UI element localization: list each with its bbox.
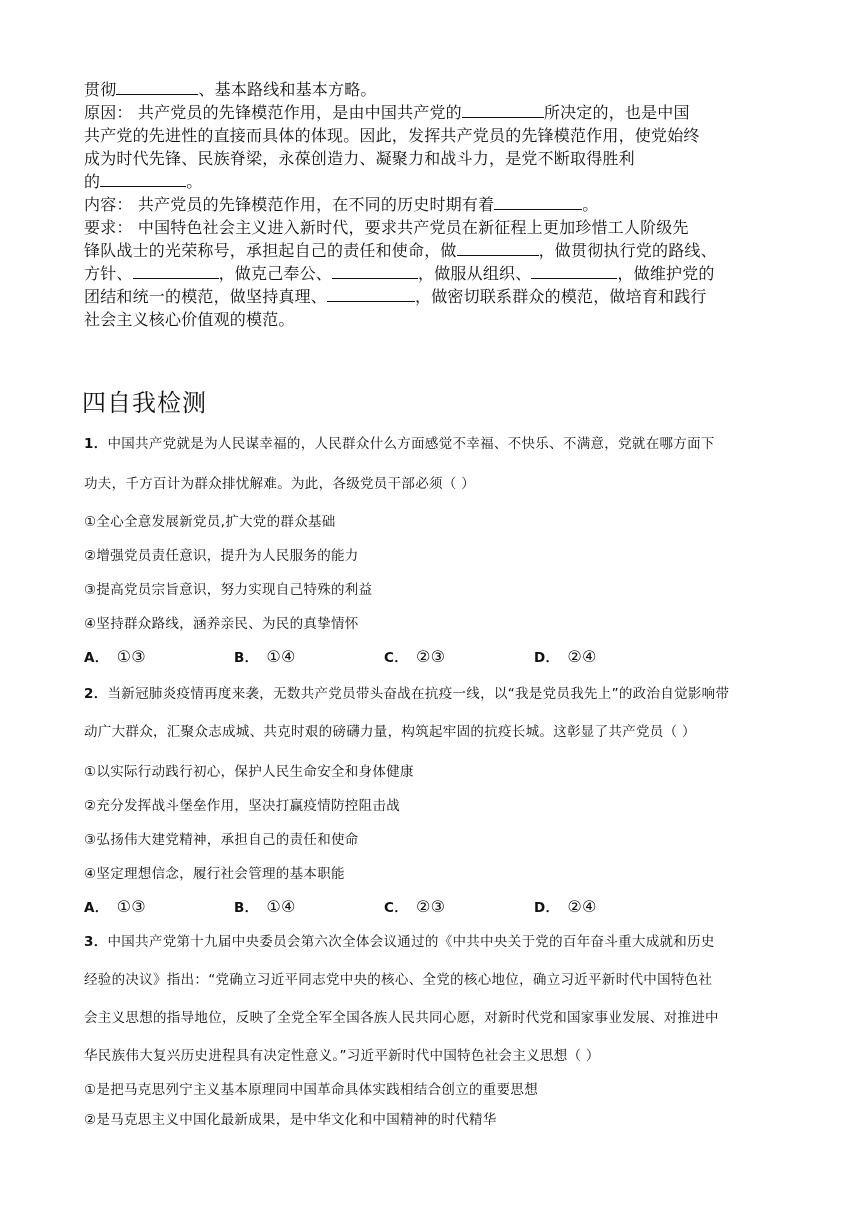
statement-item: ④坚定理想信念，履行社会管理的基本职能 [84, 866, 345, 882]
statement-item: ④坚持群众路线，涵养亲民、为民的真挚情怀 [84, 616, 359, 632]
fill-blank [494, 194, 582, 210]
question-stem: 功夫，千方百计为群众排忧解难。为此，各级党员干部必须（ ） [84, 476, 475, 492]
question-stem: 1．中国共产党就是为人民谋幸福的，人民群众什么方面感觉不幸福、不快乐、不满意，党就在哪方面下 [84, 436, 715, 452]
text-line: 要求： 中国特色社会主义进入新时代，要求共产党员在新征程上更加珍惜工人阶级先 [84, 218, 689, 237]
knowledge-section [84, 78, 784, 331]
option-a[interactable]: A． ①③ [84, 897, 146, 916]
text-line: 方针、 ，做克己奉公、 ，做服从组织、 ，做维护党的 [84, 264, 715, 283]
text-line: 共产党的先进性的直接而具体的体现。因此，发挥共产党员的先锋模范作用，使党始终 [84, 126, 700, 145]
statement-item: ②增强党员责任意识，提升为人民服务的能力 [84, 548, 359, 564]
text-line: 社会主义核心价值观的模范。 [84, 310, 295, 329]
option-b[interactable]: B． ①④ [234, 647, 296, 666]
option-b[interactable]: B． ①④ [234, 897, 296, 916]
option-d[interactable]: D． ②④ [534, 897, 597, 916]
text-line: 的 。 [84, 172, 203, 191]
question-stem: 3．中国共产党第十九届中央委员会第六次全体会议通过的《中共中央关于党的百年奋斗重大成就和历史 [84, 934, 715, 950]
option-c[interactable]: C． ②③ [384, 897, 446, 916]
question-stem: 动广大群众，汇聚众志成城、共克时艰的磅礴力量，构筑起牢固的抗疫长城。这彰显了共产党员（ ） [84, 724, 696, 740]
option-c[interactable]: C． ②③ [384, 647, 446, 666]
text-line: 内容： 共产党员的先锋模范作用，在不同的历史时期有着 。 [84, 195, 599, 214]
question-stem: 华民族伟大复兴历史进程具有决定性意义。”习近平新时代中国特色社会主义思想（ ） [84, 1048, 600, 1064]
option-d[interactable]: D． ②④ [534, 647, 597, 666]
text-line: 贯彻 、基本路线和基本方略。 [84, 80, 377, 99]
fill-blank [116, 79, 198, 95]
statement-item: ②充分发挥战斗堡垒作用，坚决打赢疫情防控阻击战 [84, 798, 401, 814]
fill-blank [327, 286, 415, 302]
fill-blank [462, 102, 544, 118]
statement-item: ①全心全意发展新党员,扩大党的群众基础 [84, 514, 336, 530]
question-stem: 经验的决议》指出：“党确立习近平同志党中央的核心、全党的核心地位，确立习近平新时代中国特色社 [84, 972, 713, 988]
fill-blank [100, 171, 186, 187]
fill-blank [133, 263, 219, 279]
statement-item: ③提高党员宗旨意识，努力实现自己特殊的利益 [84, 582, 373, 598]
fill-blank [531, 263, 617, 279]
statement-item: ①以实际行动践行初心，保护人民生命安全和身体健康 [84, 764, 414, 780]
fill-blank [332, 263, 418, 279]
question-stem: 会主义思想的指导地位，反映了全党全军全国各族人民共同心愿，对新时代党和国家事业发展、对推进中 [84, 1010, 719, 1026]
statement-item: ③弘扬伟大建党精神，承担自己的责任和使命 [84, 832, 359, 848]
text-line: 成为时代先锋、民族脊梁，永葆创造力、凝聚力和战斗力，是党不断取得胜利 [84, 149, 635, 168]
statement-item: ①是把马克思列宁主义基本原理同中国革命具体实践相结合创立的重要思想 [84, 1082, 539, 1098]
option-a[interactable]: A． ①③ [84, 647, 146, 666]
section-heading: 四自我检测 [82, 389, 207, 417]
text-line: 团结和统一的模范，做坚持真理、 ，做密切联系群众的模范，做培育和践行 [84, 287, 707, 306]
question-stem: 2．当新冠肺炎疫情再度来袭，无数共产党员带头奋战在抗疫一线，以“我是党员我先上”的政治自觉影响带 [84, 686, 730, 702]
text-line: 锋队战士的光荣称号，承担起自己的责任和使命，做 ，做贯彻执行党的路线、 [84, 241, 717, 260]
fill-blank [457, 240, 539, 256]
text-line: 原因： 共产党员的先锋模范作用，是由中国共产党的 所决定的，也是中国 [84, 103, 690, 122]
statement-item: ②是马克思主义中国化最新成果，是中华文化和中国精神的时代精华 [84, 1112, 497, 1128]
